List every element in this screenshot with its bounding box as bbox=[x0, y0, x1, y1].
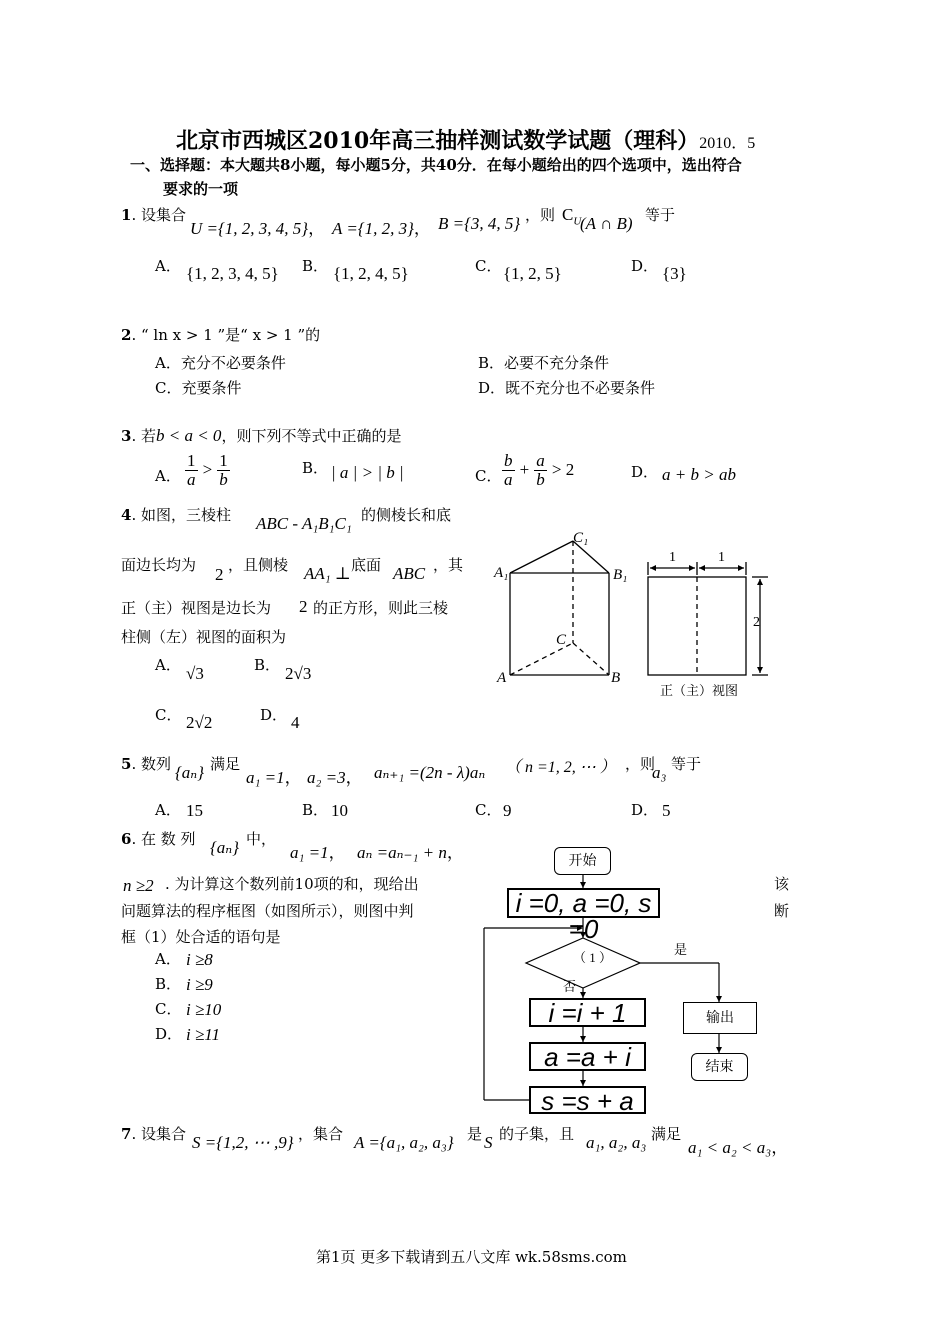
section-heading-cont: 要求的一项 bbox=[163, 180, 239, 198]
flow-step-s: s =s + a bbox=[529, 1086, 646, 1114]
q6-recurrence-text: aₙ =aₙ₋₁ + n bbox=[357, 843, 447, 862]
q3-text-b: ，则下列不等式中正确的是 bbox=[221, 427, 402, 445]
q7-is: 是 bbox=[467, 1125, 483, 1143]
q5-recurrence: aₙ₊₁ =(2n - λ)aₙ bbox=[374, 763, 486, 782]
q4-option-a: √3 bbox=[186, 664, 204, 683]
q4-line1b: 的侧棱长和底 bbox=[361, 506, 452, 524]
q3-condition: b < a < 0 bbox=[155, 426, 222, 445]
q3-frac-1-num: 1 bbox=[187, 451, 196, 470]
q3-op: > bbox=[202, 460, 213, 479]
q3-option-d: a + b > ab bbox=[662, 465, 736, 484]
flow-output: 输出 bbox=[683, 1002, 757, 1034]
q2-option-b bbox=[478, 353, 609, 373]
q1-complement-c: C bbox=[562, 205, 574, 224]
q5-satisfies: 满足 bbox=[210, 755, 241, 773]
q6-option-c: i ≥10 bbox=[186, 1000, 222, 1019]
q6-line2: . 为计算这个数列前10项的和，现给出 bbox=[165, 875, 419, 893]
q5-a1: a₁ =1， bbox=[246, 768, 302, 787]
q7-s: S bbox=[484, 1133, 493, 1152]
q3-option-c-tail: > 2 bbox=[551, 460, 575, 479]
q5-a2: a₂ =3， bbox=[307, 768, 363, 787]
q2-option-d bbox=[478, 378, 655, 398]
flow-yes: 是 bbox=[674, 942, 688, 957]
q2-stem bbox=[121, 325, 320, 345]
q1-set-a-text: A ={1, 2, 3} bbox=[332, 219, 414, 238]
q4-line3b: 的正方形，则此三棱 bbox=[313, 599, 449, 617]
q1-text: . 设集合 bbox=[131, 206, 186, 224]
q4-option-b: 2√3 bbox=[285, 664, 312, 683]
q6-line2-end: 该 bbox=[774, 875, 790, 893]
flow-no: 否 bbox=[563, 979, 577, 994]
q5-text: . 数列 bbox=[131, 755, 171, 773]
q2-option-d-label: D． bbox=[478, 379, 506, 397]
flow-end: 结束 bbox=[691, 1053, 748, 1081]
q7-satisfies: 满足 bbox=[651, 1125, 682, 1143]
q1-option-c-label: C． bbox=[475, 257, 502, 275]
q7-set-a: A ={a₁, a₂, a₃} bbox=[354, 1133, 454, 1152]
q3-frac-4-num: a bbox=[536, 451, 545, 470]
q4-line2a: 面边长均为 bbox=[121, 556, 197, 574]
label-c1: C₁ bbox=[573, 530, 589, 546]
q2-option-c-label: C． bbox=[155, 379, 182, 397]
q4-line2d: ，其 bbox=[433, 556, 464, 574]
q5-option-b: 10 bbox=[331, 801, 348, 820]
q5-a2-text: a₂ =3 bbox=[307, 768, 346, 787]
q3-option-c bbox=[502, 452, 574, 489]
q3-frac-3-den: a bbox=[504, 470, 513, 489]
q2-option-c bbox=[155, 378, 242, 398]
q1-set-b-text: B ={3, 4, 5} bbox=[438, 214, 521, 233]
q5-option-d: 5 bbox=[662, 801, 671, 820]
q6-option-a-label: A． bbox=[155, 950, 181, 968]
q7-subset: 的子集，且 bbox=[499, 1125, 575, 1143]
q1-option-c: {1, 2, 5} bbox=[503, 264, 562, 283]
q3-op-plus: + bbox=[519, 460, 530, 479]
q7-elems: a₁, a₂, a₃ bbox=[586, 1133, 647, 1152]
q3-frac-2-num: 1 bbox=[219, 451, 228, 470]
q3-frac-2-den: b bbox=[219, 470, 228, 489]
q4-two: 2 bbox=[215, 565, 224, 584]
q2-option-d-text: 既不充分也不必要条件 bbox=[505, 379, 656, 397]
q3-option-a bbox=[185, 452, 230, 489]
q7-text: . 设集合 bbox=[131, 1125, 186, 1143]
q2-number: 2 bbox=[121, 326, 132, 344]
q2-option-c-text: 充要条件 bbox=[181, 379, 242, 397]
q1-complement bbox=[562, 205, 581, 227]
q4-number: 4 bbox=[121, 506, 132, 524]
q6-a1-text: a₁ =1 bbox=[290, 843, 329, 862]
q5-equals: 等于 bbox=[671, 755, 702, 773]
dim-top-right: 1 bbox=[718, 550, 725, 565]
q1-set-b bbox=[438, 214, 520, 234]
q5-option-c: 9 bbox=[503, 801, 512, 820]
q5-option-a: 15 bbox=[186, 801, 203, 820]
section-heading: 一、选择题：本大题共8小题，每小题5分，共40分．在每小题给出的四个选项中，选出符合 bbox=[130, 156, 742, 174]
q2-option-b-text: 必要不充分条件 bbox=[504, 354, 610, 372]
q4-line4: 柱侧（左）视图的面积为 bbox=[121, 628, 287, 646]
q6-a1: a₁ =1， bbox=[290, 843, 346, 862]
q5-then: ，则 bbox=[625, 755, 656, 773]
q3-frac-4 bbox=[534, 452, 547, 489]
q4-option-d: 4 bbox=[291, 713, 300, 732]
q1-then: ，则 bbox=[525, 206, 556, 224]
flow-init: i =0, a =0, s =0 bbox=[507, 888, 660, 918]
q7-number: 7 bbox=[121, 1125, 132, 1143]
q5-seq: {aₙ} bbox=[175, 763, 204, 782]
title-main: 北京市西城区2010年高三抽样测试数学试题（理科） bbox=[176, 128, 700, 154]
q7-set-s: S ={1,2, ⋯ ,9} bbox=[192, 1133, 294, 1152]
q5-stem bbox=[121, 754, 171, 774]
q4-line2b: ，且侧棱 bbox=[228, 556, 289, 574]
q3-option-c-label: C． bbox=[475, 467, 502, 485]
q4-line3a: 正（主）视图是边长为 bbox=[121, 599, 272, 617]
q1-set-a: A ={1, 2, 3}， bbox=[332, 219, 431, 238]
q7-set-label: ，集合 bbox=[298, 1125, 344, 1143]
q4-line2c: 底面 bbox=[351, 556, 382, 574]
q6-stem bbox=[121, 829, 196, 849]
flow-cond: （ 1 ） bbox=[573, 950, 613, 965]
q6-option-c-label: C． bbox=[155, 1000, 182, 1018]
q3-stem bbox=[121, 426, 401, 446]
label-a1: A₁ bbox=[494, 565, 509, 581]
title-date: 2010．5 bbox=[699, 135, 756, 152]
figure-caption: 正（主）视图 bbox=[660, 683, 739, 698]
q5-condition: （ n =1, 2, ⋯ ） bbox=[505, 759, 616, 776]
q7-ineq-text: a₁ < a₂ < a₃ bbox=[688, 1138, 772, 1157]
q4-option-d-label: D． bbox=[260, 706, 288, 724]
q3-frac-3 bbox=[502, 452, 515, 489]
label-b1: B₁ bbox=[613, 567, 628, 583]
dim-top-left: 1 bbox=[669, 550, 676, 565]
q4-text: . 如图，三棱柱 bbox=[131, 506, 231, 524]
q6-option-d: i ≥11 bbox=[186, 1025, 221, 1044]
prism-figure bbox=[490, 525, 780, 705]
q1-option-b: {1, 2, 4, 5} bbox=[333, 264, 409, 283]
q3-option-b: | a | > | b | bbox=[331, 463, 404, 482]
q6-seq: {aₙ} bbox=[210, 838, 239, 857]
q1-intersection: (A ∩ B) bbox=[580, 214, 633, 233]
q1-set-u-text: U ={1, 2, 3, 4, 5} bbox=[190, 219, 309, 238]
q4-option-c-label: C． bbox=[155, 706, 182, 724]
q2-option-a bbox=[155, 353, 286, 373]
q1-option-b-label: B． bbox=[302, 257, 329, 275]
q1-set-u: U ={1, 2, 3, 4, 5}， bbox=[190, 219, 326, 238]
q5-a1-text: a₁ =1 bbox=[246, 768, 285, 787]
q1-stem bbox=[121, 205, 186, 225]
q3-number: 3 bbox=[121, 427, 132, 445]
q3-option-a-label: A． bbox=[155, 467, 181, 485]
q5-option-d-label: D． bbox=[631, 801, 659, 819]
q6-line4: 框（1）处合适的语句是 bbox=[121, 928, 281, 946]
q1-option-d: {3} bbox=[662, 264, 687, 283]
q6-text: . 在 数 列 bbox=[131, 830, 196, 848]
q4-prism: ABC - A₁B₁C₁ bbox=[256, 514, 352, 533]
q6-option-b: i ≥9 bbox=[186, 975, 213, 994]
q1-option-a: {1, 2, 3, 4, 5} bbox=[186, 264, 279, 283]
q4-option-b-label: B． bbox=[254, 656, 281, 674]
q2-text: . “ ln x > 1 ”是“ x > 1 ”的 bbox=[131, 326, 321, 344]
q3-frac-1 bbox=[185, 452, 198, 489]
label-a: A bbox=[497, 670, 507, 686]
q3-option-b-label: B． bbox=[302, 459, 329, 477]
q4-option-c: 2√2 bbox=[186, 713, 213, 732]
q3-frac-3-num: b bbox=[504, 451, 513, 470]
q6-in: 中， bbox=[246, 830, 277, 848]
q1-option-d-label: D． bbox=[631, 257, 659, 275]
q4-option-a-label: A． bbox=[155, 656, 181, 674]
q4-abc: ABC bbox=[393, 564, 426, 583]
q3-text: . 若 bbox=[131, 427, 156, 445]
q7-ineq bbox=[688, 1133, 788, 1158]
page-footer: 第1页 更多下载请到五八文库 wk.58sms.com bbox=[316, 1248, 627, 1266]
q4-two-b: 2 bbox=[299, 597, 308, 616]
q1-equals: 等于 bbox=[645, 206, 676, 224]
q3-option-d-label: D． bbox=[631, 463, 659, 481]
q6-line3: 问题算法的程序框图（如图所示），则图中判 bbox=[121, 902, 414, 920]
q4-aa1: AA₁ ⊥ bbox=[304, 564, 351, 583]
q5-option-c-label: C． bbox=[475, 801, 502, 819]
q7-tail: ， bbox=[771, 1138, 789, 1157]
q5-option-a-label: A． bbox=[155, 801, 181, 819]
q6-line3-end: 断 bbox=[774, 902, 790, 920]
q6-option-d-label: D． bbox=[155, 1025, 183, 1043]
q6-n-cond: n ≥2 bbox=[123, 876, 154, 895]
q2-option-a-text: 充分不必要条件 bbox=[180, 354, 286, 372]
q5-option-b-label: B． bbox=[302, 801, 329, 819]
page-title bbox=[176, 124, 755, 155]
q3-frac-1-den: a bbox=[187, 470, 196, 489]
q2-option-a-label: A． bbox=[155, 354, 181, 372]
q5-number: 5 bbox=[121, 755, 132, 773]
dim-side: 2 bbox=[753, 615, 760, 630]
q6-recurrence: aₙ =aₙ₋₁ + n， bbox=[357, 843, 464, 862]
flow-step-i: i =i + 1 bbox=[529, 998, 646, 1027]
q6-number: 6 bbox=[121, 830, 132, 848]
flow-start: 开始 bbox=[554, 847, 611, 875]
q5-a3: a₃ bbox=[652, 763, 667, 782]
q2-option-b-label: B． bbox=[478, 354, 505, 372]
label-c: C bbox=[556, 632, 567, 648]
q3-frac-2 bbox=[217, 452, 230, 489]
q3-frac-4-den: b bbox=[536, 470, 545, 489]
q6-option-a: i ≥8 bbox=[186, 950, 213, 969]
q6-option-b-label: B． bbox=[155, 975, 182, 993]
q1-option-a-label: A． bbox=[155, 257, 181, 275]
q1-number: 1 bbox=[121, 206, 132, 224]
label-b: B bbox=[611, 670, 621, 686]
q7-stem bbox=[121, 1124, 186, 1144]
flow-step-a: a =a + i bbox=[529, 1042, 646, 1071]
q4-line1 bbox=[121, 505, 231, 525]
q1-complement-sub: U bbox=[573, 215, 582, 228]
